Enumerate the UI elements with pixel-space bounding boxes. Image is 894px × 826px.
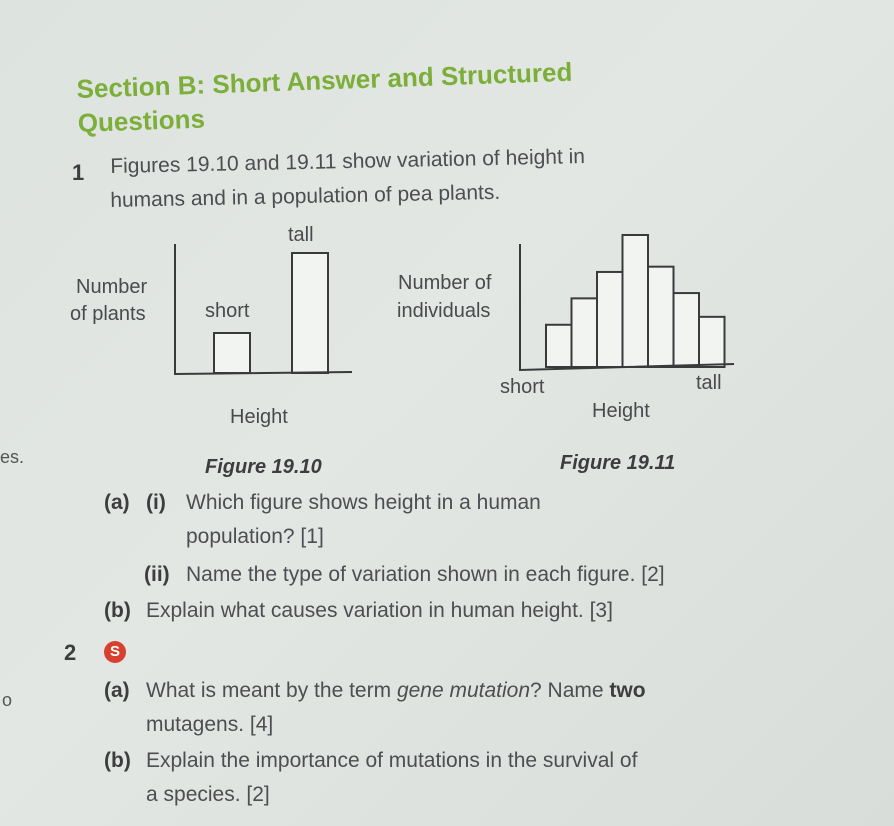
fig1911-bar-5 (648, 267, 674, 367)
q2-part-b-label: (b) (104, 749, 131, 772)
figure-19-11-chart (512, 228, 744, 376)
skills-badge-icon: S (104, 641, 126, 663)
fig1910-category-short: short (205, 300, 250, 322)
margin-fragment: o (2, 690, 13, 710)
q1-part-a-i-line1: Which figure shows height in a human (186, 491, 541, 514)
fig1911-ylabel-line2: individuals (397, 300, 491, 322)
q2-part-a-line2: mutagens. [4] (146, 713, 274, 736)
fig1911-ylabel-line1: Number of (398, 272, 492, 294)
fig1910-ylabel-line1: Number (76, 276, 148, 298)
fig1910-category-tall: tall (288, 224, 314, 246)
q2-part-b-line1: Explain the importance of mutations in the survival of (146, 749, 638, 772)
q2-part-b-line2: a species. [2] (146, 783, 270, 806)
q2-part-a-line1 (146, 676, 646, 706)
fig1911-xstart-label: short (500, 376, 545, 398)
q2-part-a-prefix: What is meant by the term (146, 679, 397, 702)
question-2-number: 2 (64, 640, 77, 665)
q1-part-a-i-label: (i) (146, 491, 166, 514)
question-1-text-line1: Figures 19.10 and 19.11 show variation of height in (110, 145, 586, 178)
fig1911-xend-label: tall (696, 372, 722, 394)
q1-part-a-label: (a) (104, 491, 130, 514)
figure-19-10-chart (160, 238, 360, 380)
fig1911-xlabel: Height (592, 400, 650, 422)
fig1911-bar-3 (597, 272, 623, 367)
q1-part-b-label: (b) (104, 599, 131, 622)
fig1910-ylabel-line2: of plants (70, 303, 146, 325)
q2-part-a-label: (a) (104, 679, 130, 702)
fig1911-bar-1 (546, 325, 572, 367)
fig1910-xlabel: Height (230, 406, 288, 428)
q2-part-a-term: gene mutation (396, 679, 531, 702)
fig1910-caption: Figure 19.10 (205, 456, 322, 478)
section-title: Section B: Short Answer and Structured Questions (76, 56, 573, 138)
fig1911-bar-6 (674, 293, 700, 367)
q1-part-a-ii-label: (ii) (144, 563, 170, 586)
q1-part-a-i-line2: population? [1] (186, 525, 324, 548)
fig1911-bar-4 (623, 235, 649, 367)
question-1-number: 1 (72, 160, 85, 185)
q1-part-b-text: Explain what causes variation in human height. [3] (146, 599, 613, 622)
margin-fragment: es. (0, 447, 25, 467)
fig1911-caption: Figure 19.11 (560, 452, 676, 474)
q2-part-a-mid: ? Name (530, 679, 610, 702)
fig1911-bar-7 (699, 317, 725, 367)
q1-part-a-ii-text: Name the type of variation shown in each figure. [2] (186, 563, 665, 586)
q2-part-a-bold: two (609, 679, 646, 702)
fig1910-bar-short (214, 333, 250, 373)
fig1910-bar-tall (292, 253, 328, 373)
question-1-text-line2: humans and in a population of pea plants. (110, 180, 501, 212)
fig1911-bar-2 (572, 298, 598, 367)
